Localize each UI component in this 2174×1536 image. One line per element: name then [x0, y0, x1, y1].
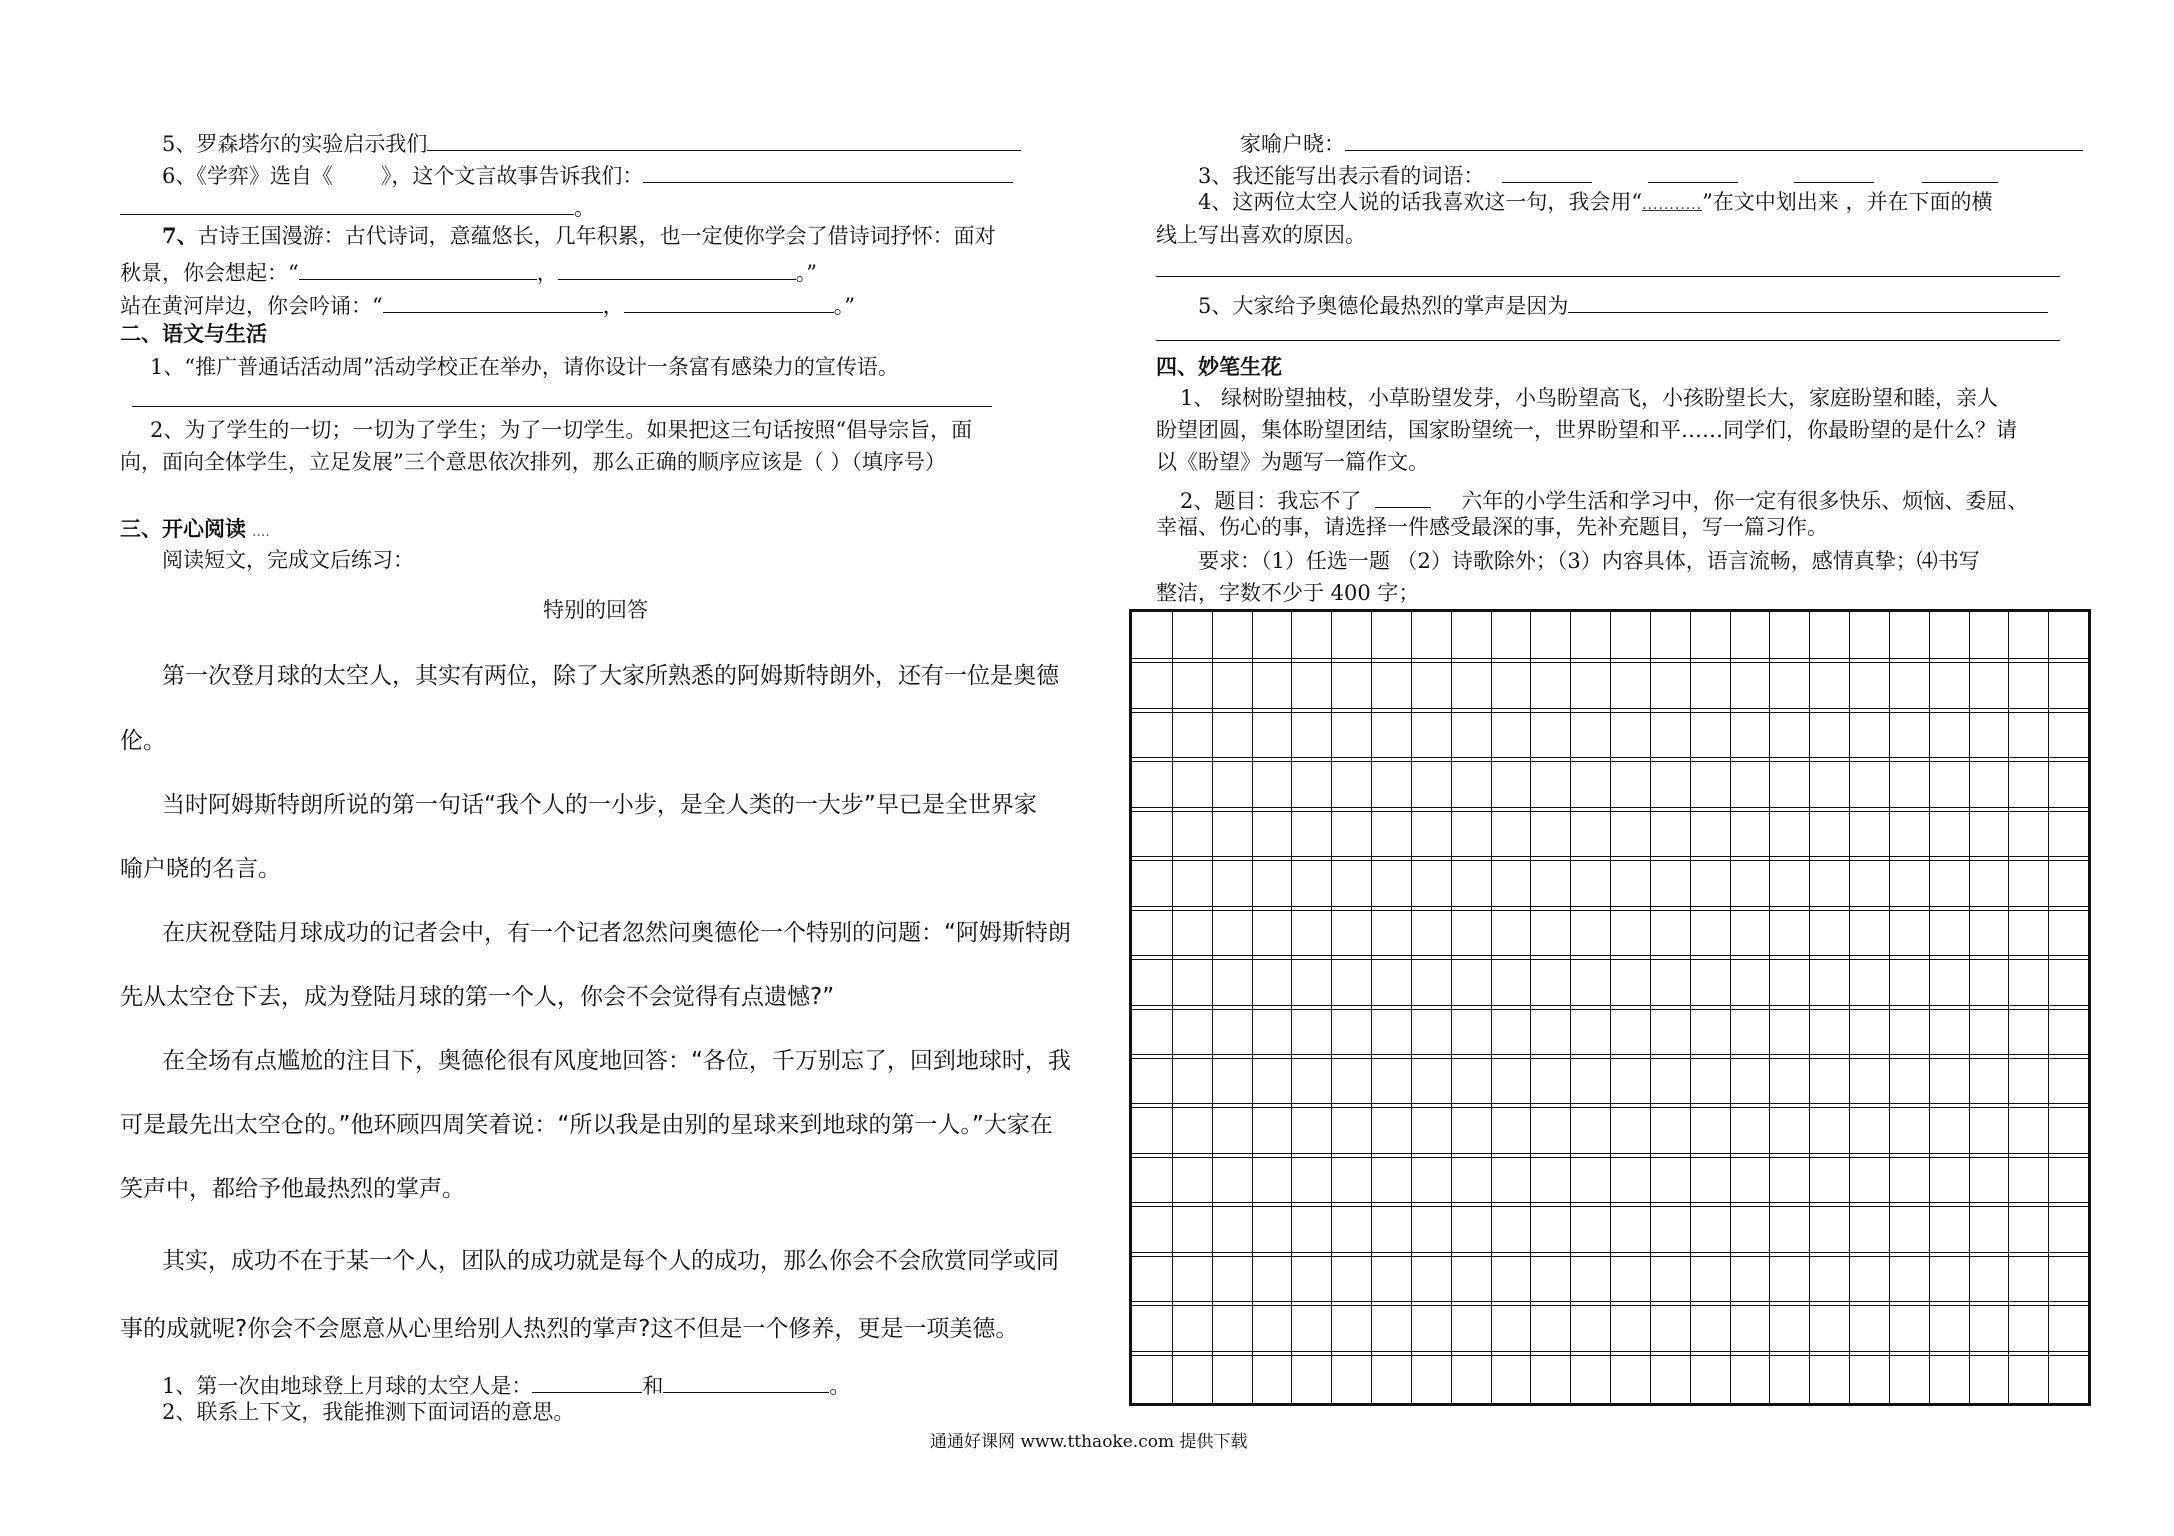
r-q3-text: 3、我还能写出表示看的词语：: [1198, 164, 1485, 188]
top-word-label: 家喻户晓：: [1240, 132, 1345, 156]
r-q3-blank-2[interactable]: [1648, 160, 1738, 183]
section3-title: [120, 518, 270, 539]
q6-text-a: 6、《学弈》选自《: [162, 164, 333, 188]
q6-row: [162, 160, 1013, 187]
grid-col-line: [1291, 612, 1292, 1403]
s4-q1-line2: 盼望团圆，集体盼望团结，国家盼望统一，世界盼望和平……同学们，你最盼望的是什么？请: [1156, 418, 2017, 442]
r-q3-blank-3[interactable]: [1794, 160, 1874, 183]
grid-col-line: [1889, 612, 1890, 1403]
r-q3-blank-4[interactable]: [1922, 160, 1998, 183]
s4-q2-text-a: 2、题目：我忘不了: [1180, 489, 1362, 513]
grid-col-line: [1371, 612, 1372, 1403]
grid-col-line: [1212, 612, 1213, 1403]
r-q5-answer-line[interactable]: [1156, 340, 2060, 341]
s2-q2-line1: 2、为了学生的一切；一切为了学生；为了一切学生。如果把这三句话按照“倡导宗旨，面: [150, 418, 973, 442]
reading-q1-text: 1、第一次由地球登上月球的太空人是：: [162, 1374, 533, 1398]
q6-text-b: 》，这个文言故事告诉我们：: [380, 164, 644, 188]
q7-text: 古诗王国漫游：古代诗词，意蕴悠长，几年积累，也一定使你学会了借诗词抒怀：面对: [197, 224, 996, 248]
q5-text: 5、罗森塔尔的实验启示我们: [162, 132, 428, 156]
q5-answer-blank[interactable]: [427, 128, 1021, 151]
passage-line: 事的成就呢?你会不会愿意从心里给别人热烈的掌声?这不但是一个修养，更是一项美德。: [120, 1316, 1019, 1342]
q7-line1: [162, 225, 996, 247]
q7-river-blank-1[interactable]: [383, 290, 603, 313]
grid-col-line: [2008, 612, 2009, 1403]
s2-q2-line2: 向，面向全体学生，立足发展”三个意思依次排列，那么正确的顺序应该是（ ）（填序号）: [120, 450, 946, 474]
reading-q1-blank-1[interactable]: [532, 1370, 642, 1393]
grid-col-line: [2048, 612, 2049, 1403]
s4-q1-line3: 以《盼望》为题写一篇作文。: [1156, 450, 1429, 474]
s2-q1-answer-line[interactable]: [132, 406, 992, 407]
q7-river-prompt: 站在黄河岸边，你会吟诵：“: [120, 294, 383, 318]
s4-q2-line2: 幸福、伤心的事，请选择一件感受最深的事，先补充题目，写一篇习作。: [1156, 515, 1828, 539]
q7-autumn-blank-2[interactable]: [558, 257, 796, 280]
grid-col-line: [1491, 612, 1492, 1403]
r-q4-line1: [1198, 192, 1992, 213]
grid-col-line: [1769, 612, 1770, 1403]
passage-line: 第一次登月球的太空人，其实有两位，除了大家所熟悉的阿姆斯特朗外，还有一位是奥德: [162, 663, 1059, 689]
passage-title: 特别的回答: [543, 598, 648, 622]
reading-q2: 2、联系上下文，我能推测下面词语的意思。: [162, 1400, 575, 1424]
section2-title: 二、语文与生活: [120, 321, 267, 346]
grid-col-line: [1172, 612, 1173, 1403]
grid-col-line: [1530, 612, 1531, 1403]
composition-grid[interactable]: [1129, 609, 2091, 1406]
s4-q2-text-b: 六年的小学生活和学习中，你一定有很多快乐、烦恼、委屈、: [1461, 489, 2029, 513]
passage-line: 伦。: [120, 728, 166, 754]
s4-title-blank[interactable]: [1375, 485, 1431, 508]
q6-source-blank[interactable]: [333, 161, 381, 183]
s2-q1: 1、“推广普通话活动周”活动学校正在举办，请你设计一条富有感染力的宣传语。: [150, 355, 899, 379]
s3-intro: 阅读短文，完成文后练习：: [162, 548, 414, 572]
q7-number: 7、: [162, 223, 198, 248]
q7-river-blank-2[interactable]: [624, 290, 834, 313]
q5-label: [162, 128, 1021, 155]
q6-end: 。: [574, 196, 595, 220]
passage-line: 其实，成功不在于某一个人，团队的成功就是每个人的成功，那么你会不会欣赏同学或同: [162, 1248, 1059, 1274]
s4-q2-line1: [1180, 485, 2028, 512]
reading-q1-and: 和: [642, 1374, 664, 1398]
grid-col-line: [1849, 612, 1850, 1403]
section3-title-text: 三、开心阅读: [120, 516, 246, 541]
q6-lesson-blank-2[interactable]: [120, 192, 574, 215]
grid-col-line: [1411, 612, 1412, 1403]
top-word-row: [1240, 128, 2083, 155]
q7-line2: [120, 257, 817, 284]
r-q4-text-b: ”在文中划出来 ，并在下面的横: [1702, 190, 1993, 214]
section4-title: 四、妙笔生花: [1156, 354, 1282, 379]
footer: 通通好课网 www.tthaoke.com 提供下载: [930, 1432, 1248, 1452]
r-q5-blank[interactable]: [1568, 290, 2048, 313]
passage-line: 在全场有点尴尬的注目下，奥德伦很有风度地回答：“各位，千万别忘了，回到地球时，我: [162, 1048, 1071, 1074]
passage-line: 先从太空仓下去，成为登陆月球的第一个人，你会不会觉得有点遗憾?”: [120, 984, 835, 1010]
grid-col-line: [1730, 612, 1731, 1403]
passage-line: 可是最先出太空仓的。”他环顾四周笑着说：“所以我是由别的星球来到地球的第一人。”大家在: [120, 1112, 1053, 1138]
q7-autumn-prompt: 秋景，你会想起：“: [120, 261, 299, 285]
grid-col-line: [1969, 612, 1970, 1403]
q6-row2: [120, 192, 595, 219]
grid-col-line: [1451, 612, 1452, 1403]
top-word-blank[interactable]: [1345, 128, 2083, 151]
q7-line3-end: 。”: [833, 294, 855, 318]
r-q4-answer-line[interactable]: [1156, 276, 2060, 277]
grid-col-line: [1809, 612, 1810, 1403]
passage-line: 喻户晓的名言。: [120, 856, 281, 882]
r-q3: [1198, 160, 1998, 187]
r-q4-dotted-mark: ...........: [1642, 197, 1703, 213]
reading-q1-end: 。: [829, 1374, 851, 1398]
grid-col-line: [1570, 612, 1571, 1403]
r-q4-line2: 线上写出喜欢的原因。: [1156, 223, 1366, 247]
r-q5: [1198, 290, 2048, 317]
grid-col-line: [1252, 612, 1253, 1403]
r-q4-text-a: 4、这两位太空人说的话我喜欢这一句，我会用“: [1198, 190, 1643, 214]
q7-autumn-blank-1[interactable]: [299, 257, 537, 280]
requirements-line2: 整洁，字数不少于 400 字；: [1156, 581, 1420, 605]
requirements-line1: 要求：（1）任选一题 （2）诗歌除外；（3）内容具体，语言流畅，感情真挚；⑷书写: [1198, 549, 1980, 573]
r-q3-blank-1[interactable]: [1502, 160, 1592, 183]
q7-line2-end: 。”: [795, 261, 817, 285]
grid-col-line: [1331, 612, 1332, 1403]
q7-comma: ，: [536, 261, 558, 285]
section3-dots: ....: [252, 524, 270, 540]
s4-q1-line1: 1、 绿树盼望抽枝，小草盼望发芽，小鸟盼望高飞，小孩盼望长大，家庭盼望和睦，亲人: [1180, 386, 1999, 410]
grid-col-line: [1929, 612, 1930, 1403]
passage-line: 笑声中，都给予他最热烈的掌声。: [120, 1176, 465, 1202]
q7-line3: [120, 290, 855, 317]
grid-col-line: [1610, 612, 1611, 1403]
q7-comma-2: ，: [602, 294, 624, 318]
reading-q1-blank-2[interactable]: [663, 1370, 829, 1393]
passage-line: 在庆祝登陆月球成功的记者会中，有一个记者忽然问奥德伦一个特别的问题：“阿姆斯特朗: [162, 920, 1071, 946]
q6-lesson-blank[interactable]: [643, 160, 1013, 183]
grid-col-line: [1690, 612, 1691, 1403]
passage-line: 当时阿姆斯特朗所说的第一句话“我个人的一小步，是全人类的一大步”早已是全世界家: [162, 792, 1037, 818]
reading-q1: [162, 1370, 850, 1397]
grid-col-line: [1650, 612, 1651, 1403]
r-q5-text: 5、大家给予奥德伦最热烈的掌声是因为: [1198, 294, 1569, 318]
